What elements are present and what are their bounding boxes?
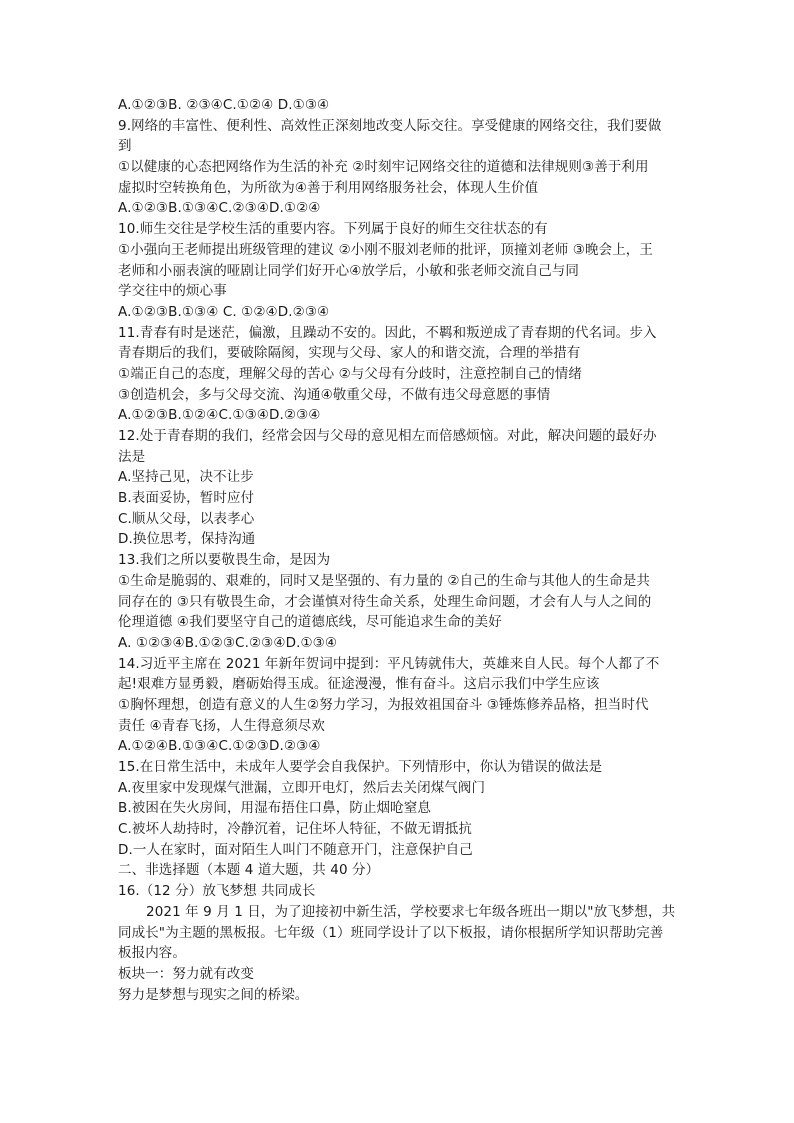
text-line: 15.在日常生活中，未成年人要学会自我保护。下列情形中，你认为错误的做法是: [118, 759, 603, 775]
text-line: 11.青春有时是迷茫，偏激，且躁动不安的。因此，不羁和叛逆成了青春期的代名词。步入: [118, 324, 657, 341]
text-line: ①端正自己的态度，理解父母的苦心 ②与父母有分歧时，注意控制自己的情绪: [118, 365, 582, 382]
text-line: D.换位思考，保持沟通: [118, 531, 256, 548]
exam-page: [118, 95, 678, 1005]
text-line: 青春期后的我们，要破除隔阂，实现与父母、家人的和谐交流，合理的举措有: [118, 345, 581, 362]
text-line: 法是: [118, 448, 146, 465]
text-line: 9.网络的丰富性、便利性、高效性正深刻地改变人际交往。享受健康的网络交往，我们要做: [118, 117, 662, 134]
text-line: 板报内容。: [118, 945, 186, 962]
text-line: A.①②③B.①③④ C. ①②④D.②③④: [118, 303, 330, 320]
text-line: 二、非选择题（本题 4 道大题，共 40 分）: [118, 862, 380, 879]
text-line: A.夜里家中发现煤气泄漏，立即开电灯，然后去关闭煤气阀门: [118, 779, 486, 796]
text-line: C.被坏人劫持时，冷静沉着，记住坏人特征，不做无谓抵抗: [118, 821, 472, 838]
text-line: ③创造机会，多与父母交流、沟通④敬重父母，不做有违父母意愿的事情: [118, 386, 551, 403]
text-line: B.被困在失火房间，用湿布捂住口鼻，防止烟呛窒息: [118, 800, 431, 817]
text-line: 同存在的 ③只有敬畏生命，才会谨慎对待生命关系，处理生命问题，才会有人与人之间的: [118, 593, 652, 610]
text-line: 板块一：努力就有改变: [118, 965, 254, 982]
text-line: D.一人在家时，面对陌生人叫门不随意开门，注意保护自己: [118, 841, 473, 858]
text-line: 12.处于青春期的我们，经常会因与父母的意见相左而倍感烦恼。对此，解决问题的最好办: [118, 428, 657, 444]
text-line: A.①②④B.①③④C.①②③D.②③④: [118, 738, 321, 755]
text-line: 老师和小丽表演的哑剧让同学们好开心④放学后，小敏和张老师交流自己与同: [118, 262, 580, 279]
text-line: ①生命是脆弱的、艰难的，同时又是坚强的、有力量的 ②自己的生命与其他人的生命是共: [118, 572, 650, 589]
text-line: A.①②③B.①③④C.②③④D.①②④: [118, 200, 321, 217]
text-line: 虚拟时空转换角色，为所欲为④善于利用网络服务社会，体现人生价值: [118, 179, 539, 196]
text-line: 学交往中的烦心事: [118, 283, 227, 300]
text-line: C.顺从父母，以表孝心: [118, 510, 255, 527]
text-line: ①小强向王老师提出班级管理的建议 ②小刚不服刘老师的批评，顶撞刘老师 ③晚会上，王: [118, 241, 653, 258]
text-line: 同成长"为主题的黑板报。七年级（1）班同学设计了以下板报，请你根据所学知识帮助完善: [118, 924, 664, 941]
text-line: 10.师生交往是学校生活的重要内容。下列属于良好的师生交往状态的有: [118, 221, 548, 238]
text-line: B.表面妥协，暂时应付: [118, 490, 255, 507]
text-line: A.①②③B. ②③④C.①②④ D.①③④: [118, 97, 330, 113]
text-line: A. ①②③④B.①②③C.②③④D.①③④: [118, 634, 338, 651]
text-line: 起!艰难方显勇毅，磨砺始得玉成。征途漫漫，惟有奋斗。这启示我们中学生应该: [118, 676, 600, 693]
text-line: 2021 年 9 月 1 日，为了迎接初中新生活，学校要求七年级各班出一期以"放飞梦想，共: [146, 903, 676, 920]
text-line: 责任 ④青春飞扬，人生得意须尽欢: [118, 717, 325, 734]
text-line: 伦理道德 ④我们要坚守自己的道德底线，尽可能追求生命的美好: [118, 614, 502, 631]
text-line: 努力是梦想与现实之间的桥梁。: [118, 986, 309, 1003]
text-line: 14.习近平主席在 2021 年新年贺词中提到：平凡铸就伟大，英雄来自人民。每个人都了不: [118, 655, 660, 672]
text-line: ①以健康的心态把网络作为生活的补充 ②时刻牢记网络交往的道德和法律规则③善于利用: [118, 159, 649, 176]
text-line: 13.我们之所以要敬畏生命，是因为: [118, 552, 331, 569]
text-line: A.坚持己见，决不让步: [118, 469, 254, 486]
text-line: A.①②③B.①②④C.①③④D.②③④: [118, 407, 321, 424]
text-line: 到: [118, 138, 132, 155]
text-line: ①胸怀理想，创造有意义的人生②努力学习，为报效祖国奋斗 ③锤炼修养品格，担当时代: [118, 696, 649, 713]
text-line: 16.（12 分）放飞梦想 共同成长: [118, 883, 316, 900]
